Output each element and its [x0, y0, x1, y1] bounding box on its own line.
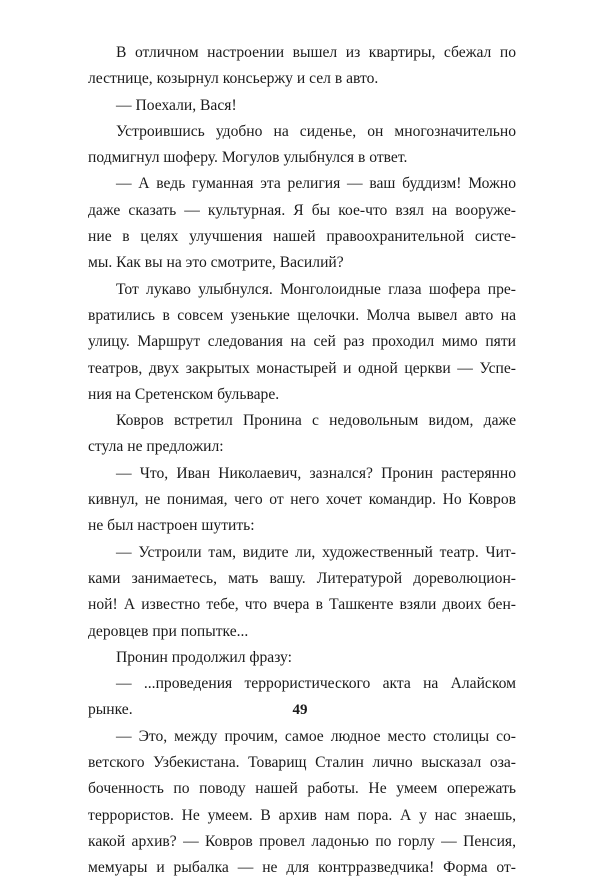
text-line: ние в целях улучшения нашей правоохранительной систе-	[88, 228, 516, 246]
text-line: Пронин продолжил фразу:	[116, 648, 292, 666]
text-line: вратились в совсем узенькие щелочки. Молча вывел авто на	[88, 306, 516, 324]
text-line: театров, двух закрытых монастырей и одной церкви — Успе-	[88, 359, 516, 377]
text-line: кивнул, не понимая, чего от него хочет командир. Но Ковров	[88, 491, 516, 509]
text-line: стула не предложил:	[88, 438, 224, 456]
text-line: ния на Сретенском бульваре.	[88, 385, 280, 403]
text-line: ветского Узбекистана. Товарищ Сталин лично высказал оза-	[88, 754, 516, 772]
text-line: боченность по поводу нашей работы. Не умеем опережать	[88, 780, 516, 798]
text-line: какой архив? — Ковров провел ладонью по горлу — Пенсия,	[88, 832, 516, 850]
text-line: В отличном настроении вышел из квартиры, сбежал по	[116, 44, 516, 61]
text-line: улицу. Маршрут следования на сей раз проходил мимо пяти	[88, 333, 516, 351]
text-line: рынке.	[88, 701, 133, 719]
text-line: лестнице, козырнул консьержу и сел в авто.	[88, 70, 379, 88]
text-line: — Что, Иван Николаевич, зазнался? Пронин растерянно	[116, 464, 516, 482]
text-line: Ковров встретил Пронина с недовольным видом, даже	[116, 412, 516, 430]
text-line: — А ведь гуманная эта религия — ваш буддизм! Можно	[116, 175, 516, 193]
page-body-text	[88, 40, 516, 882]
text-line: — Устроили там, видите ли, художественный театр. Чит-	[116, 543, 516, 561]
text-line: Тот лукаво улыбнулся. Монголоидные глаза шофера пре-	[116, 280, 516, 298]
text-line: даже сказать — культурная. Я бы кое-что взял на вооруже-	[88, 201, 516, 219]
text-line: ной! А известно тебе, что вчера в Ташкенте взяли двоих бен-	[88, 596, 516, 614]
text-line: — Это, между прочим, самое людное место столицы со-	[116, 727, 516, 745]
text-line: не был настроен шутить:	[88, 517, 255, 535]
text-line: — Поехали, Вася!	[116, 96, 237, 114]
text-line: Устроившись удобно на сиденье, он многозначительно	[116, 122, 516, 140]
text-line: деровцев при попытке...	[88, 622, 249, 640]
text-line: мы. Как вы на это смотрите, Василий?	[88, 254, 344, 272]
text-line: — ...проведения террористического акта на Алайском	[116, 675, 516, 693]
page-number: 49	[292, 702, 308, 718]
text-line: ками занимаетесь, мать вашу. Литературой дореволюцион-	[88, 569, 516, 587]
text-line: мемуары и рыбалка — не для контрразведчика! Форма от-	[88, 859, 516, 877]
text-line: подмигнул шоферу. Могулов улыбнулся в ответ.	[88, 149, 408, 167]
text-line: террористов. Не умеем. В архив нам пора. А у нас знаешь,	[88, 806, 516, 824]
